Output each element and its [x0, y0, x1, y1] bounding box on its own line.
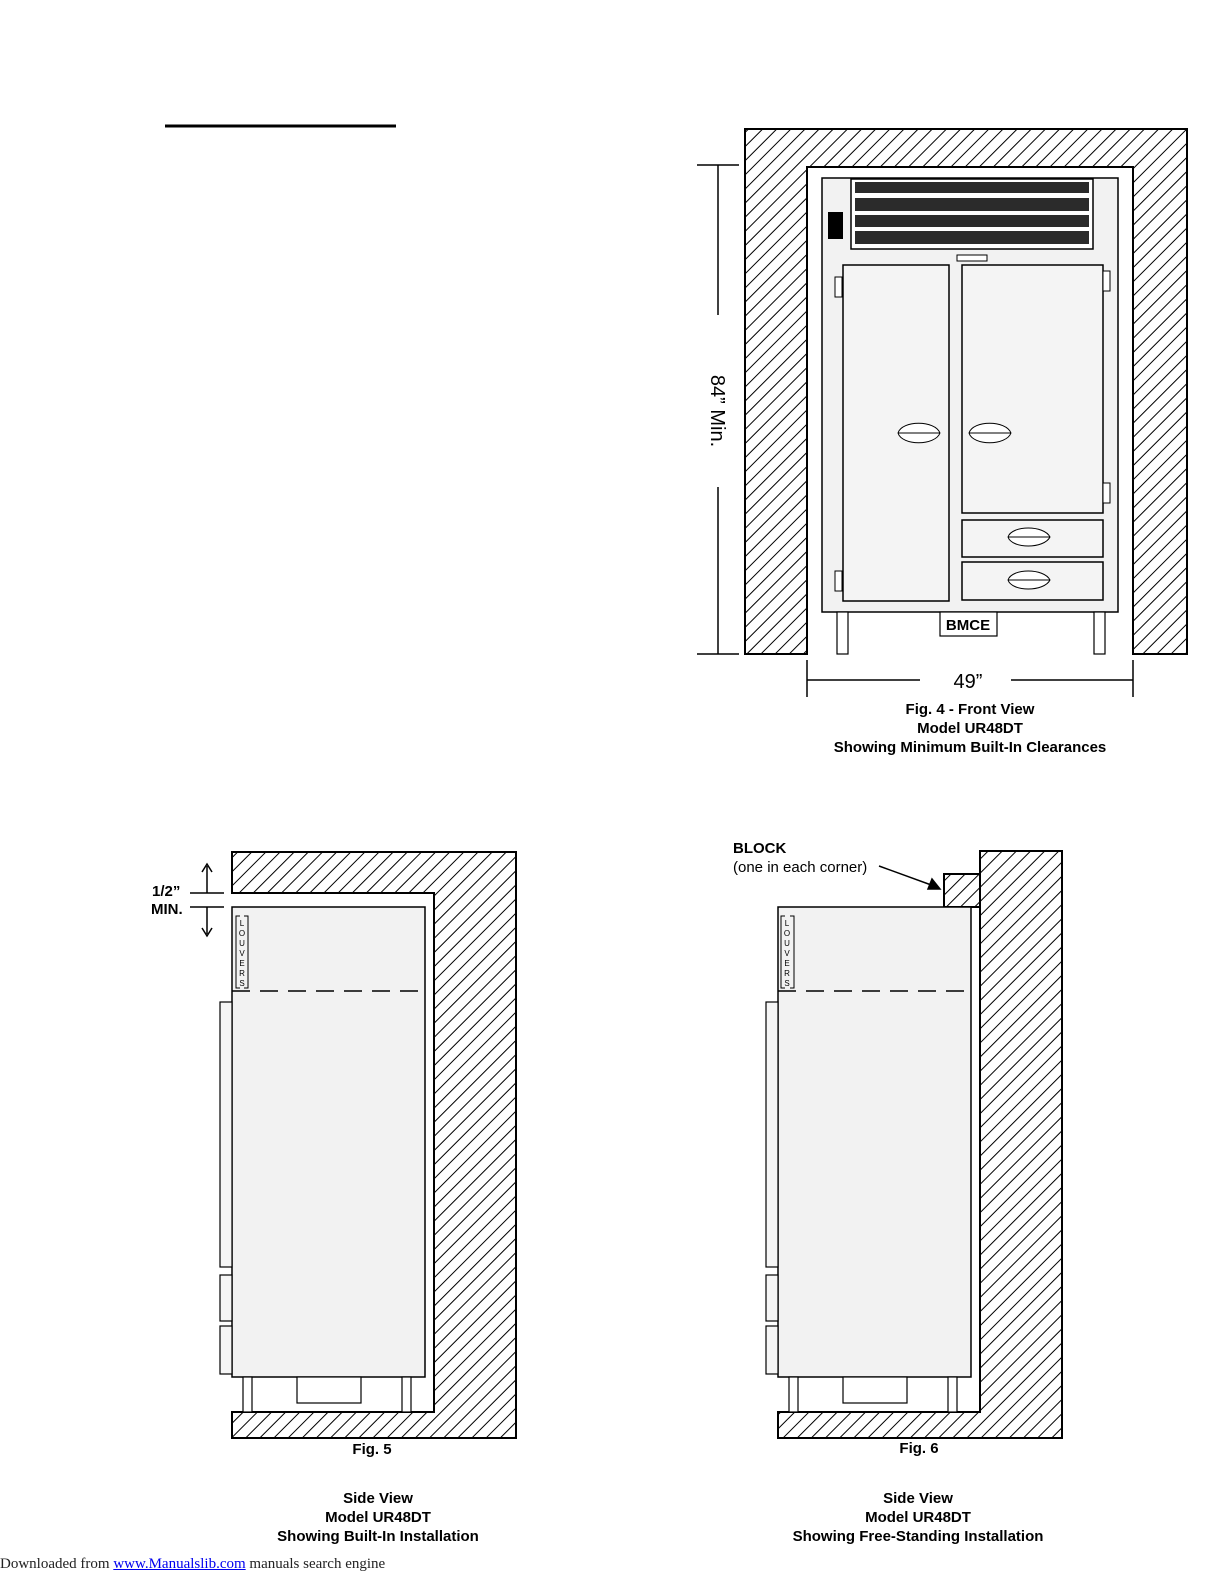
- download-footer: [0, 1556, 385, 1573]
- fig6-drawer-profile: [766, 1275, 778, 1321]
- fig4-front-view: [697, 129, 1187, 756]
- fig6-caption-line2: Model UR48DT: [865, 1509, 971, 1526]
- louver-letter: U: [784, 939, 790, 948]
- fig5-side-view-built-in: [151, 852, 516, 1545]
- fig5-drawer-profile: [220, 1326, 232, 1374]
- louver-letter: E: [784, 959, 790, 968]
- hinge: [835, 571, 842, 591]
- louver-letter: L: [784, 919, 790, 928]
- fig5-leg: [243, 1377, 252, 1412]
- louver-letter: U: [239, 939, 245, 948]
- fig4-control-display: [828, 212, 843, 239]
- hinge: [1103, 271, 1110, 291]
- fig5-louvers-label: [239, 919, 245, 988]
- fig5-clearance-min: MIN.: [151, 901, 183, 918]
- fig5-kick-plate: [297, 1377, 361, 1403]
- fig4-height-dim: 84” Min.: [706, 374, 728, 448]
- fig5-leg: [402, 1377, 411, 1412]
- louver-letter: L: [239, 919, 245, 928]
- fig5-label: Fig. 5: [352, 1441, 392, 1458]
- fig4-leg: [1094, 612, 1105, 654]
- fig6-block-note: (one in each corner): [733, 859, 868, 876]
- louver-letter: V: [239, 949, 245, 958]
- louver-letter: E: [239, 959, 245, 968]
- louver-letter: S: [239, 979, 245, 988]
- fig6-caption-line3: Showing Free-Standing Installation: [792, 1528, 1044, 1545]
- fig4-width-dim: 49”: [953, 671, 983, 693]
- fig4-right-door: [962, 265, 1103, 513]
- manualslib-link[interactable]: www.Manualslib.com: [113, 1556, 246, 1572]
- fig6-kick-plate: [843, 1377, 907, 1403]
- fig6-unit-body: [778, 907, 971, 1377]
- fig6-caption-line1: Side View: [883, 1490, 953, 1507]
- louver-letter: R: [239, 969, 245, 978]
- fig6-leg: [948, 1377, 957, 1412]
- fig5-drawer-profile: [220, 1275, 232, 1321]
- fig6-block-label: BLOCK: [733, 840, 787, 857]
- fig6-side-view-free-standing: [733, 840, 1062, 1545]
- hinge: [1103, 483, 1110, 503]
- fig6-corner-block: [944, 874, 980, 907]
- fig6-label: Fig. 6: [899, 1440, 939, 1457]
- fig5-clearance-value: 1/2”: [152, 883, 181, 900]
- fig5-caption-line1: Side View: [343, 1490, 413, 1507]
- fig5-caption-line3: Showing Built-In Installation: [277, 1528, 479, 1545]
- fig6-leg: [789, 1377, 798, 1412]
- louver-letter: O: [238, 929, 246, 938]
- louver-letter: O: [783, 929, 791, 938]
- louver-letter: R: [784, 969, 790, 978]
- fig6-louvers-label: [784, 919, 790, 988]
- fig4-logo-plate: [957, 255, 987, 261]
- fig4-caption-line2: Model UR48DT: [917, 720, 1023, 737]
- fig6-drawer-profile: [766, 1326, 778, 1374]
- fig4-badge: BMCE: [945, 617, 991, 634]
- fig6-door-profile: [766, 1002, 778, 1267]
- fig5-door-profile: [220, 1002, 232, 1267]
- louver-letter: S: [784, 979, 790, 988]
- footer-prefix: Downloaded from: [0, 1556, 114, 1572]
- fig5-clearance-dimension: [190, 864, 224, 936]
- hinge: [835, 277, 842, 297]
- fig4-caption-line1: Fig. 4 - Front View: [905, 701, 1035, 718]
- louver-letter: V: [784, 949, 790, 958]
- fig4-caption-line3: Showing Minimum Built-In Clearances: [833, 739, 1107, 756]
- fig5-unit-body: [232, 907, 425, 1377]
- footer-suffix: manuals search engine: [245, 1556, 386, 1572]
- fig5-caption-line2: Model UR48DT: [325, 1509, 431, 1526]
- arrow-icon: [879, 866, 940, 889]
- fig4-leg: [837, 612, 848, 654]
